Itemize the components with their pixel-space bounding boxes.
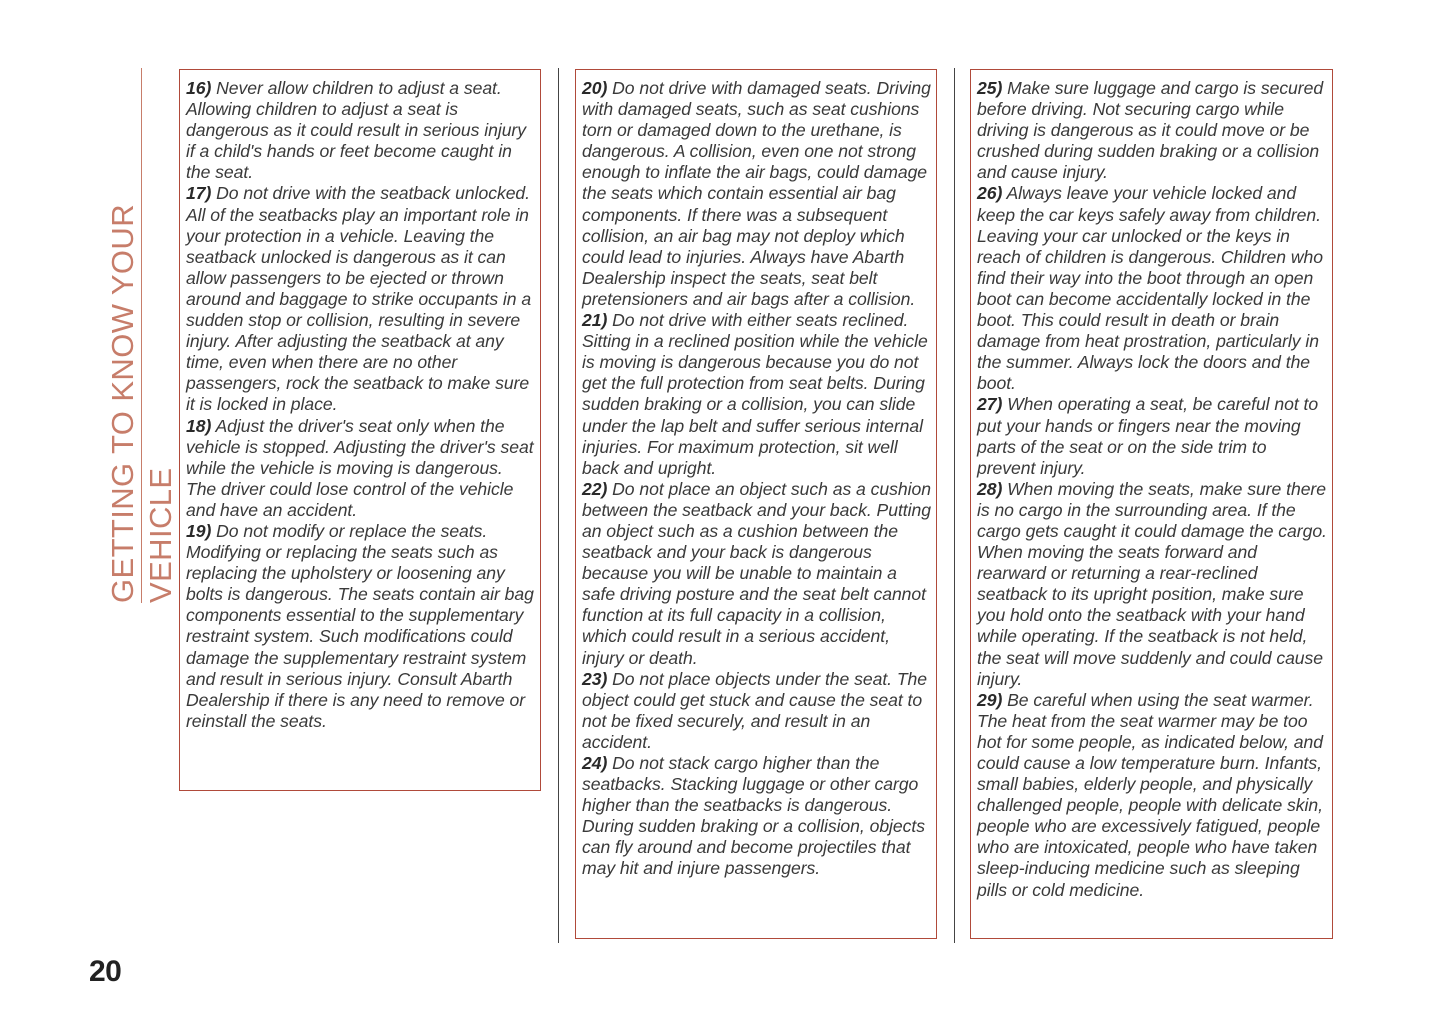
- note-20: [582, 78, 932, 310]
- note-number: 17): [186, 183, 212, 204]
- note-text: Do not drive with the seatback unlocked. All of the seatbacks play an important role in your protection in a vehicle. Leaving the seatback unlocked is dangerous as it can allow passengers to be ejected or thrown around and baggage to strike occupants in a sudden stop or collision, resulting in severe injury. After adjusting the seatback at any time, even when there are no other passengers, rock the seatback to make sure it is locked in place.: [186, 183, 532, 415]
- note-text: Do not place an object such as a cushion between the seatback and your back. Putting an object such as a cushion between the seatback and your back is dangerous because you will be unable to maintain a safe driving posture and the seat belt cannot function at its full capacity in a collision, which could result in a serious accident, injury or death.: [582, 478, 931, 668]
- note-29: [977, 690, 1328, 901]
- note-text: Make sure luggage and cargo is secured before driving. Not securing cargo while driving is dangerous as it could move or be crushed during sudden braking or a collision and cause injury.: [977, 78, 1324, 183]
- note-25: [977, 78, 1328, 183]
- note-text: Do not stack cargo higher than the seatbacks. Stacking luggage or other cargo higher than the seatbacks is dangerous. During sudden braking or a collision, objects can fly around and become projectiles that may hit and injure passengers.: [582, 753, 925, 879]
- note-16: [186, 78, 536, 183]
- note-number: 18): [186, 415, 212, 436]
- note-18: [186, 416, 536, 521]
- note-text: Do not place objects under the seat. The object could get stuck and cause the seat to not be fixed securely, and result in an accident.: [582, 668, 928, 752]
- note-number: 29): [977, 689, 1003, 710]
- note-26: [977, 183, 1328, 394]
- section-title: GETTING TO KNOW YOUR VEHICLE: [105, 204, 178, 603]
- note-number: 22): [582, 478, 608, 499]
- note-number: 20): [582, 78, 608, 98]
- note-27: [977, 394, 1328, 478]
- note-text: Always leave your vehicle locked and keep the car keys safely away from children. Leaving your car unlocked or the keys in reach of children is dangerous. Children who find their way into the boot through an open boot can become accidentally locked in the boot. This could result in death or brain damage from heat prostration, particularly in the summer. Always lock the doors and the boot.: [977, 183, 1323, 394]
- note-19: [186, 521, 536, 732]
- section-title-rule: [141, 68, 142, 603]
- column-divider-1: [558, 68, 559, 943]
- note-text: Do not modify or replace the seats. Modifying or replacing the seats such as replacing the upholstery or loosening any bolts is dangerous. The seats contain air bag components essential to the supplementary restraint system. Such modifications could damage the supplementary restraint system and result in serious injury. Consult Abarth Dealership if there is any need to remove or reinstall the seats.: [186, 520, 534, 731]
- note-number: 25): [977, 78, 1003, 98]
- note-text: When moving the seats, make sure there is no cargo in the surrounding area. If the cargo gets caught it could damage the cargo. When moving the seats forward and rearward or returning a rear-reclined seatback to its upright position, make sure you hold onto the seatback with your hand while operating. If the seatback is not held, the seat will move suddenly and could cause injury.: [977, 478, 1327, 689]
- page-number: 20: [89, 955, 122, 988]
- warning-box-col2: [575, 69, 937, 939]
- note-24: [582, 753, 932, 880]
- note-28: [977, 479, 1328, 690]
- note-number: 24): [582, 753, 608, 773]
- note-23: [582, 669, 932, 753]
- note-text: Do not drive with damaged seats. Driving with damaged seats, such as seat cushions torn or damaged down to the urethane, is dangerous. A collision, even one not strong enough to inflate the air bags, could damage the seats which contain essential air bag components. If there was a subsequent collision, an air bag may not deploy which could lead to injuries. Always have Abarth Dealership inspect the seats, seat belt pretensioners and air bags after a collision.: [582, 78, 931, 309]
- note-21: [582, 310, 932, 479]
- note-text: Do not drive with either seats reclined. Sitting in a reclined position while the vehicle is moving is dangerous because you do not get the full protection from seat belts. During sudden braking or a collision, you can slide under the lap belt and suffer serious internal injuries. For maximum protection, sit well back and upright.: [582, 310, 928, 478]
- note-17: [186, 183, 536, 415]
- note-number: 26): [977, 183, 1003, 204]
- note-number: 19): [186, 520, 212, 541]
- note-text: When operating a seat, be careful not to put your hands or fingers near the moving parts of the seat or on the side trim to prevent injury.: [977, 394, 1319, 478]
- warning-box-col1: [179, 69, 541, 791]
- note-number: 16): [186, 78, 212, 98]
- note-text: Adjust the driver's seat only when the vehicle is stopped. Adjusting the driver's seat while the vehicle is moving is dangerous. The driver could lose control of the vehicle and have an accident.: [186, 415, 534, 520]
- note-22: [582, 479, 932, 669]
- note-text: Never allow children to adjust a seat. Allowing children to adjust a seat is dangerous as it could result in serious injury if a child's hands or feet become caught in the seat.: [186, 78, 526, 183]
- note-text: Be careful when using the seat warmer. The heat from the seat warmer may be too hot for some people, as indicated below, and could cause a low temperature burn. Infants, small babies, elderly people, and physically challenged people, people with delicate skin, people who are excessively fatigued, people who are intoxicated, people who have taken sleep-inducing medicine such as sleeping pills or cold medicine.: [977, 689, 1323, 900]
- warning-box-col3: [970, 69, 1333, 939]
- column-divider-2: [954, 68, 955, 943]
- note-number: 28): [977, 478, 1003, 499]
- note-number: 27): [977, 394, 1003, 415]
- note-number: 21): [582, 310, 608, 331]
- note-number: 23): [582, 668, 608, 689]
